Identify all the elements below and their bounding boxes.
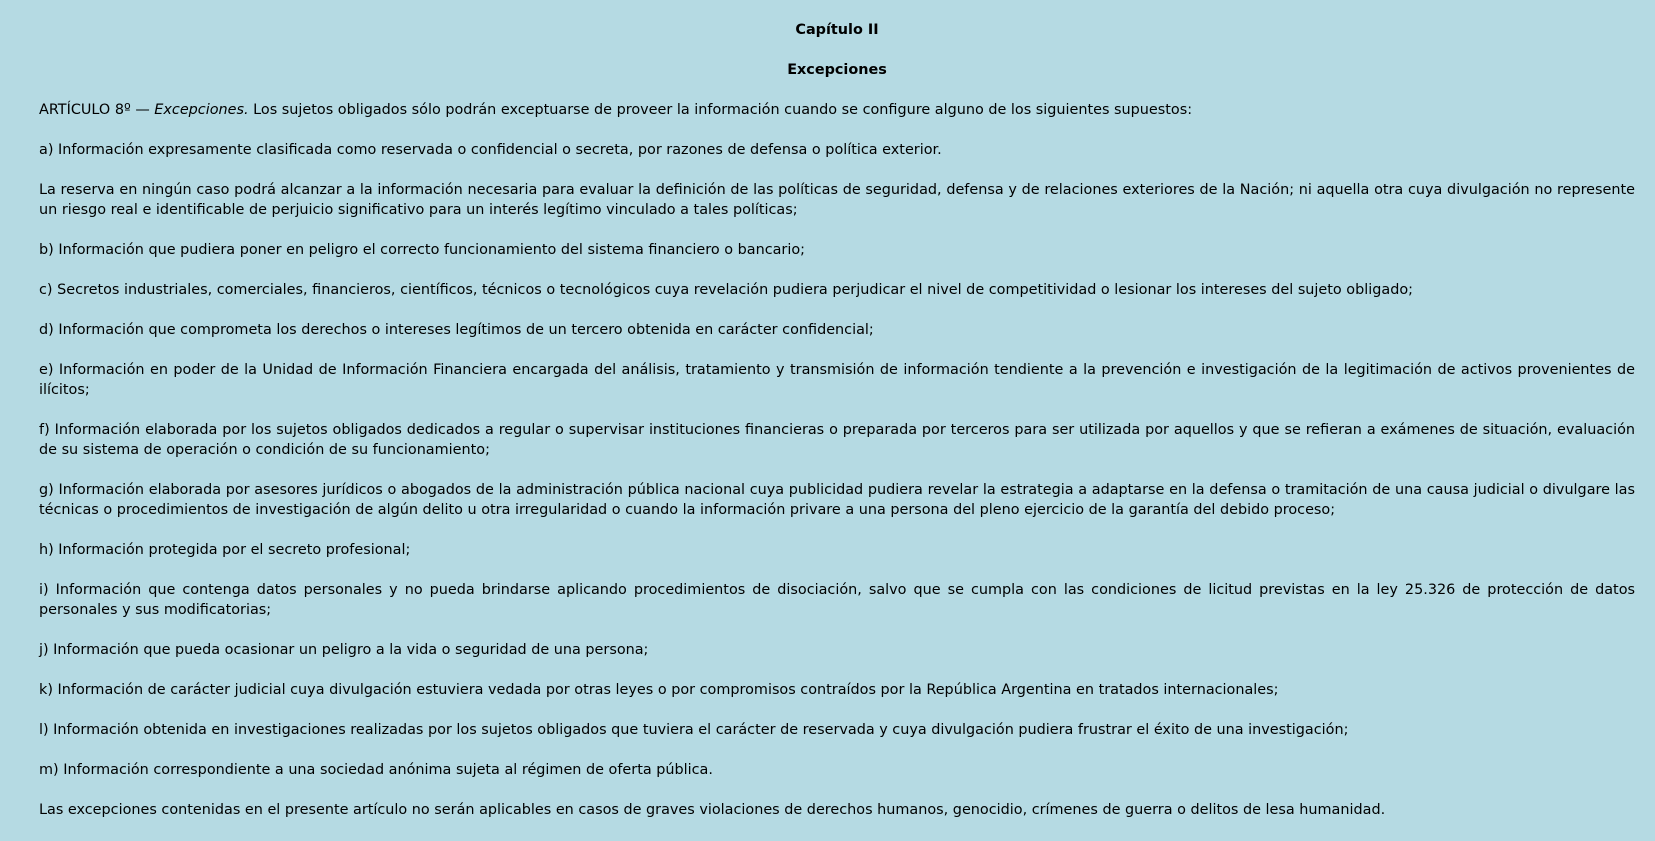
article-8-intro (39, 100, 1635, 120)
paragraph-excepciones-final: Las excepciones contenidas en el presente artículo no serán aplicables en casos de graves violaciones de derechos humanos, genocidio, crímenes de guerra o delitos de lesa humanidad. (39, 802, 1386, 818)
chapter-title: Excepciones (787, 62, 887, 78)
paragraph-j: j) Información que pueda ocasionar un peligro a la vida o seguridad de una persona; (39, 642, 649, 658)
paragraph-l: l) Información obtenida en investigaciones realizadas por los sujetos obligados que tuviera el carácter de reservada y cuya divulgación pudiera frustrar el éxito de una investigación; (39, 722, 1349, 738)
paragraph-a: a) Información expresamente clasificada como reservada o confidencial o secreta, por razones de defensa o política exterior. (39, 142, 942, 158)
document-body (39, 0, 1635, 820)
paragraph-i: i) Información que contenga datos personales y no pueda brindarse aplicando procedimientos de disociación, salvo que se cumpla con las condiciones de licitud previstas en la ley 25.326 de protección de datos personales y sus modificatorias; (39, 582, 1635, 618)
paragraph-m: m) Información correspondiente a una sociedad anónima sujeta al régimen de oferta pública. (39, 762, 713, 778)
paragraph-f: f) Información elaborada por los sujetos obligados dedicados a regular o supervisar instituciones financieras o preparada por terceros para ser utilizada por aquellos y que se refieran a exámenes de situación, evaluación de su sistema de operación o condición de su funcionamiento; (39, 422, 1635, 458)
paragraph-d: d) Información que comprometa los derechos o intereses legítimos de un tercero obtenida en carácter confidencial; (39, 322, 874, 338)
paragraph-g: g) Información elaborada por asesores jurídicos o abogados de la administración pública nacional cuya publicidad pudiera revelar la estrategia a adaptarse en la defensa o tramitación de una causa judicial o divulgare las técnicas o procedimientos de investigación de algún delito u otra irregularidad o cuando la información privare a una persona del pleno ejercicio de la garantía del debido proceso; (39, 482, 1635, 518)
paragraph-reserva: La reserva en ningún caso podrá alcanzar a la información necesaria para evaluar la definición de las políticas de seguridad, defensa y de relaciones exteriores de la Nación; ni aquella otra cuya divulgación no represente un riesgo real e identificable de perjuicio significativo para un interés legítimo vinculado a tales políticas; (39, 182, 1635, 218)
article-text: Los sujetos obligados sólo podrán exceptuarse de proveer la información cuando se configure alguno de los siguientes supuestos: (248, 102, 1193, 118)
paragraph-b: b) Información que pudiera poner en peligro el correcto funcionamiento del sistema financiero o bancario; (39, 242, 805, 258)
paragraph-e: e) Información en poder de la Unidad de Información Financiera encargada del análisis, tratamiento y transmisión de información tendiente a la prevención e investigación de la legitimación de activos provenientes de ilícitos; (39, 362, 1635, 398)
paragraph-h: h) Información protegida por el secreto profesional; (39, 542, 411, 558)
article-title: Excepciones. (154, 102, 249, 118)
paragraph-k: k) Información de carácter judicial cuya divulgación estuviera vedada por otras leyes o por compromisos contraídos por la República Argentina en tratados internacionales; (39, 682, 1279, 698)
chapter-heading: Capítulo II (795, 22, 879, 38)
paragraph-c: c) Secretos industriales, comerciales, financieros, científicos, técnicos o tecnológicos cuya revelación pudiera perjudicar el nivel de competitividad o lesionar los intereses del sujeto obligado; (39, 282, 1413, 298)
article-number: ARTÍCULO 8º — (39, 102, 155, 118)
